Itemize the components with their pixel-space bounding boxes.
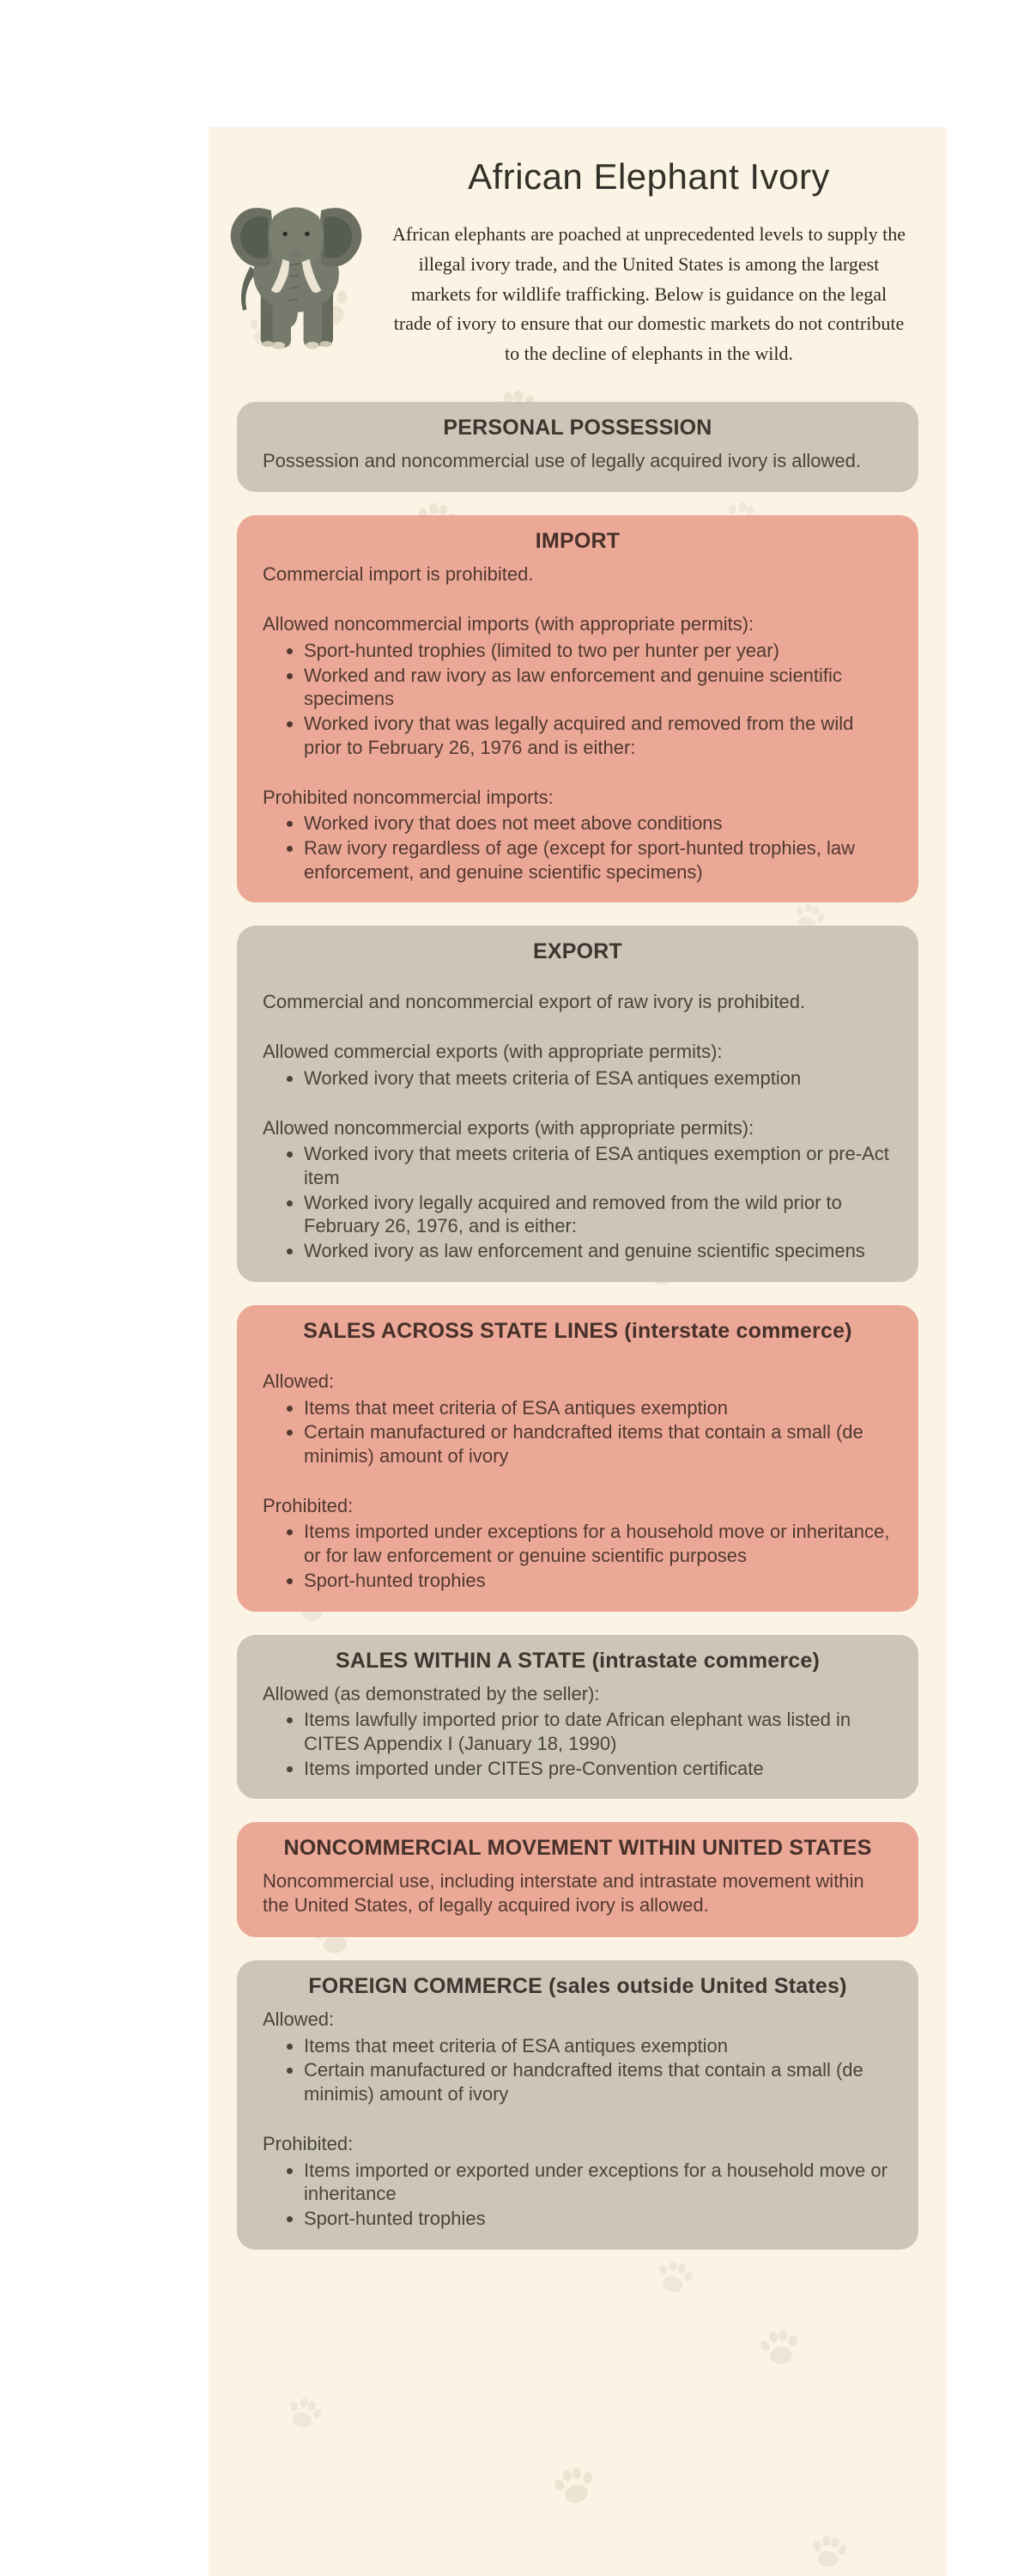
section-paragraph: Prohibited noncommercial imports: — [263, 786, 554, 808]
section-title: PERSONAL POSSESSION — [443, 415, 712, 440]
section-title: SALES ACROSS STATE LINES (interstate commerce) — [303, 1318, 852, 1343]
section-paragraph: Allowed: — [263, 2008, 335, 2030]
elephant-illustration — [222, 177, 370, 359]
bullet-list — [263, 1396, 893, 1468]
content-panel — [209, 127, 947, 2576]
section-title: NONCOMMERCIAL MOVEMENT WITHIN UNITED STATES — [283, 1836, 872, 1861]
section-paragraph: Commercial import is prohibited. — [263, 563, 534, 586]
section-paragraph: Allowed noncommercial imports (with appropriate permits): — [263, 613, 754, 635]
bullet-item: • Worked ivory that does not meet above conditions — [304, 811, 893, 835]
bullet-list — [263, 1708, 893, 1780]
section-paragraph: Prohibited: — [263, 1494, 354, 1516]
paw-print-icon — [281, 2389, 328, 2436]
intro-paragraph: African elephants are poached at unprecedented levels to supply the illegal ivory trade, and the United States is among the largest markets for wildlife trafficking. Below is guidance on the legal trade of ivory to ensure that our domestic markets do not contribute to the decline of elephants in the wild. — [391, 223, 906, 364]
bullet-item: • Worked ivory that meets criteria of ESA antiques exemption or pre-Act item — [304, 1142, 893, 1189]
bullet-list — [263, 2034, 893, 2106]
bullet-item: • Items that meet criteria of ESA antiques exemption — [304, 1396, 893, 1420]
bullet-item: • Certain manufactured or handcrafted items that contain a small (de minimis) amount of ivory — [304, 1420, 893, 1467]
section-paragraph: Possession and noncommercial use of legally acquired ivory is allowed. — [263, 449, 862, 471]
section-card-personal-possession — [237, 402, 918, 493]
page-title: African Elephant Ivory — [468, 156, 830, 197]
bullet-list — [263, 639, 893, 760]
section-title: EXPORT — [533, 939, 622, 964]
section-paragraph: Allowed (as demonstrated by the seller): — [263, 1682, 600, 1704]
paw-print-icon — [754, 2322, 804, 2372]
bullet-item: • Sport-hunted trophies (limited to two per hunter per year) — [304, 639, 893, 663]
bullet-list — [263, 2159, 893, 2231]
section-paragraph: Commercial and noncommercial export of raw ivory is prohibited. — [263, 991, 806, 1013]
section-card-noncommercial-movement — [237, 1822, 918, 1936]
section-card-export — [237, 926, 918, 1281]
section-paragraph: Allowed noncommercial exports (with appropriate permits): — [263, 1116, 754, 1139]
section-title: IMPORT — [535, 529, 621, 554]
bullet-list — [263, 1520, 893, 1592]
bullet-item: • Items that meet criteria of ESA antiques exemption — [304, 2034, 893, 2058]
section-card-sales-within-a-state — [237, 1635, 918, 1800]
paw-print-icon — [807, 2529, 851, 2573]
section-card-import — [237, 515, 918, 902]
bullet-list — [263, 1066, 893, 1091]
bullet-item: • Items lawfully imported prior to date African elephant was listed in CITES Appendix I (January 18, 1990) — [304, 1708, 893, 1755]
bullet-list — [263, 811, 893, 884]
bullet-item: • Items imported under CITES pre-Convention certificate — [304, 1757, 893, 1781]
bullet-item: • Worked ivory legally acquired and removed from the wild prior to February 26, 1976, and is either: — [304, 1191, 893, 1238]
bullet-item: • Worked and raw ivory as law enforcement and genuine scientific specimens — [304, 664, 893, 711]
section-paragraph: Prohibited: — [263, 2132, 354, 2154]
section-title: FOREIGN COMMERCE (sales outside United States) — [308, 1973, 847, 1998]
bullet-list — [263, 1142, 893, 1263]
section-title: SALES WITHIN A STATE (intrastate commerce) — [335, 1648, 821, 1673]
bullet-item: • Worked ivory that meets criteria of ESA antiques exemption — [304, 1066, 893, 1091]
section-paragraph: Allowed commercial exports (with appropriate permits): — [263, 1041, 723, 1063]
bullet-item: • Raw ivory regardless of age (except for sport-hunted trophies, law enforcement, and genuine scientific specimens) — [304, 836, 893, 884]
header — [209, 127, 947, 402]
bullet-item: • Items imported under exceptions for a household move or inheritance, or for law enforcement or genuine scientific purposes — [304, 1520, 893, 1567]
bullet-item: • Worked ivory as law enforcement and genuine scientific specimens — [304, 1239, 893, 1263]
bullet-item: • Certain manufactured or handcrafted items that contain a small (de minimis) amount of ivory — [304, 2058, 893, 2105]
bullet-item: • Sport-hunted trophies — [304, 2207, 893, 2231]
paw-print-icon — [651, 2252, 699, 2300]
section-paragraph: Allowed: — [263, 1370, 335, 1392]
sections — [209, 402, 947, 2250]
section-paragraph: Noncommercial use, including interstate and intrastate movement within the United States, of legally acquired ivory is allowed. — [263, 1870, 864, 1917]
section-card-foreign-commerce — [237, 1960, 918, 2250]
paw-print-icon — [547, 2458, 601, 2512]
bullet-item: • Sport-hunted trophies — [304, 1569, 893, 1593]
bullet-item: • Items imported or exported under exceptions for a household move or inheritance — [304, 2159, 893, 2206]
bullet-item: • Worked ivory that was legally acquired and removed from the wild prior to February 26, 1976 and is either: — [304, 712, 893, 759]
section-card-sales-across-state-lines — [237, 1305, 918, 1612]
